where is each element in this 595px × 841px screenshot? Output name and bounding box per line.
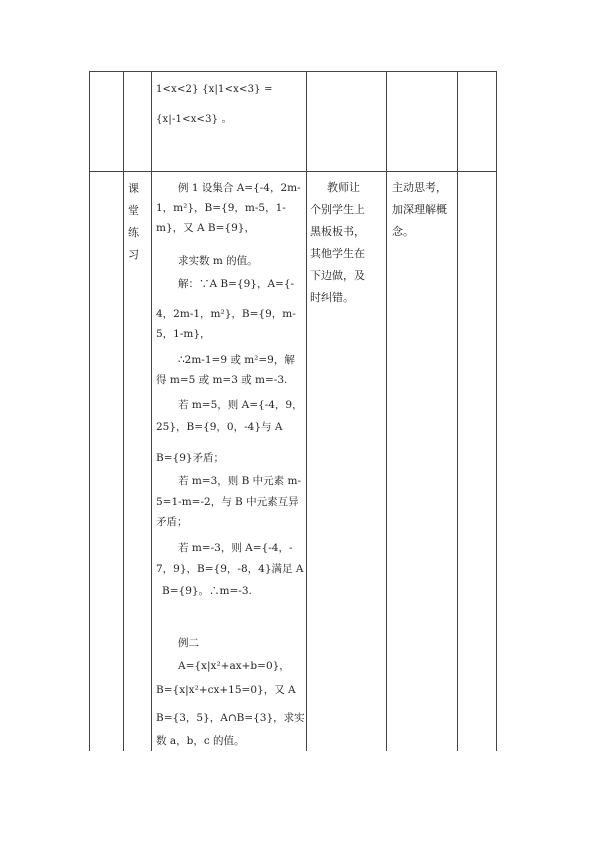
student-line: 念。 xyxy=(392,225,414,238)
category-char: 堂 xyxy=(128,204,139,217)
content-line: B={x|x²+cx+15=0}，又 A xyxy=(156,684,296,696)
content-line: A={x|x²+ax+b=0}， xyxy=(178,660,290,672)
teacher-line: 个别学生上 xyxy=(310,203,365,216)
column-divider-2 xyxy=(151,71,152,751)
content-line: 求实数 m 的值。 xyxy=(178,255,258,267)
continued-line-2: {x|-1<x<3} 。 xyxy=(156,114,232,125)
column-divider-4 xyxy=(386,71,387,751)
content-line: B={3，5}，A∩B={3}，求实 xyxy=(156,712,305,724)
content-line: 若 m=5，则 A={-4，9， xyxy=(178,399,303,411)
teacher-line: 其他学生在 xyxy=(310,247,365,260)
content-line: 例二 xyxy=(178,637,199,649)
teacher-line: 黑板板书， xyxy=(310,225,365,238)
content-line: m}，又 A B={9}， xyxy=(156,222,255,234)
table-left-border xyxy=(89,71,90,751)
content-line: B={9}。∴m=-3. xyxy=(162,585,252,597)
content-line: 5=1-m=-2，与 B 中元素互异 xyxy=(156,496,299,508)
content-line: ∴2m-1=9 或 m²=9，解 xyxy=(178,354,295,366)
content-line: 25}，B={9，0，-4}与 A xyxy=(156,421,283,433)
content-line: 得 m=5 或 m=3 或 m=-3. xyxy=(156,374,288,386)
category-label xyxy=(128,178,148,266)
student-line: 主动思考， xyxy=(392,181,447,194)
table-right-border xyxy=(496,71,497,751)
column-divider-5 xyxy=(457,71,458,751)
category-char: 练 xyxy=(128,226,139,239)
content-line: 1，m²}，B={9，m-5，1- xyxy=(156,202,286,214)
content-line: 若 m=-3，则 A={-4，- xyxy=(178,542,293,554)
teacher-line: 教师让 xyxy=(327,181,360,194)
content-line: 若 m=3，则 B 中元素 m- xyxy=(178,475,302,487)
content-line: 4，2m-1，m²}，B={9，m- xyxy=(156,308,296,320)
content-line: B={9}矛盾； xyxy=(156,452,225,464)
category-char: 习 xyxy=(128,248,139,261)
column-divider-3 xyxy=(306,71,307,751)
content-line: 解：∵A B={9}，A={- xyxy=(178,278,295,290)
content-line: 矛盾； xyxy=(156,516,188,528)
teacher-line: 下边做，及 xyxy=(310,269,365,282)
content-line: 5，1-m}， xyxy=(156,328,211,340)
continued-line-1: 1<x<2} {x|1<x<3} = xyxy=(156,84,273,95)
category-char: 课 xyxy=(128,182,139,195)
content-line: 7，9}，B={9，-8，4}满足 A xyxy=(156,563,304,575)
student-line: 加深理解概 xyxy=(392,203,447,216)
teacher-line: 时纠错。 xyxy=(310,291,354,304)
content-line: 例 1 设集合 A={-4，2m- xyxy=(178,182,301,194)
column-divider-1 xyxy=(123,71,124,751)
content-line: 数 a，b，c 的值。 xyxy=(156,735,245,747)
